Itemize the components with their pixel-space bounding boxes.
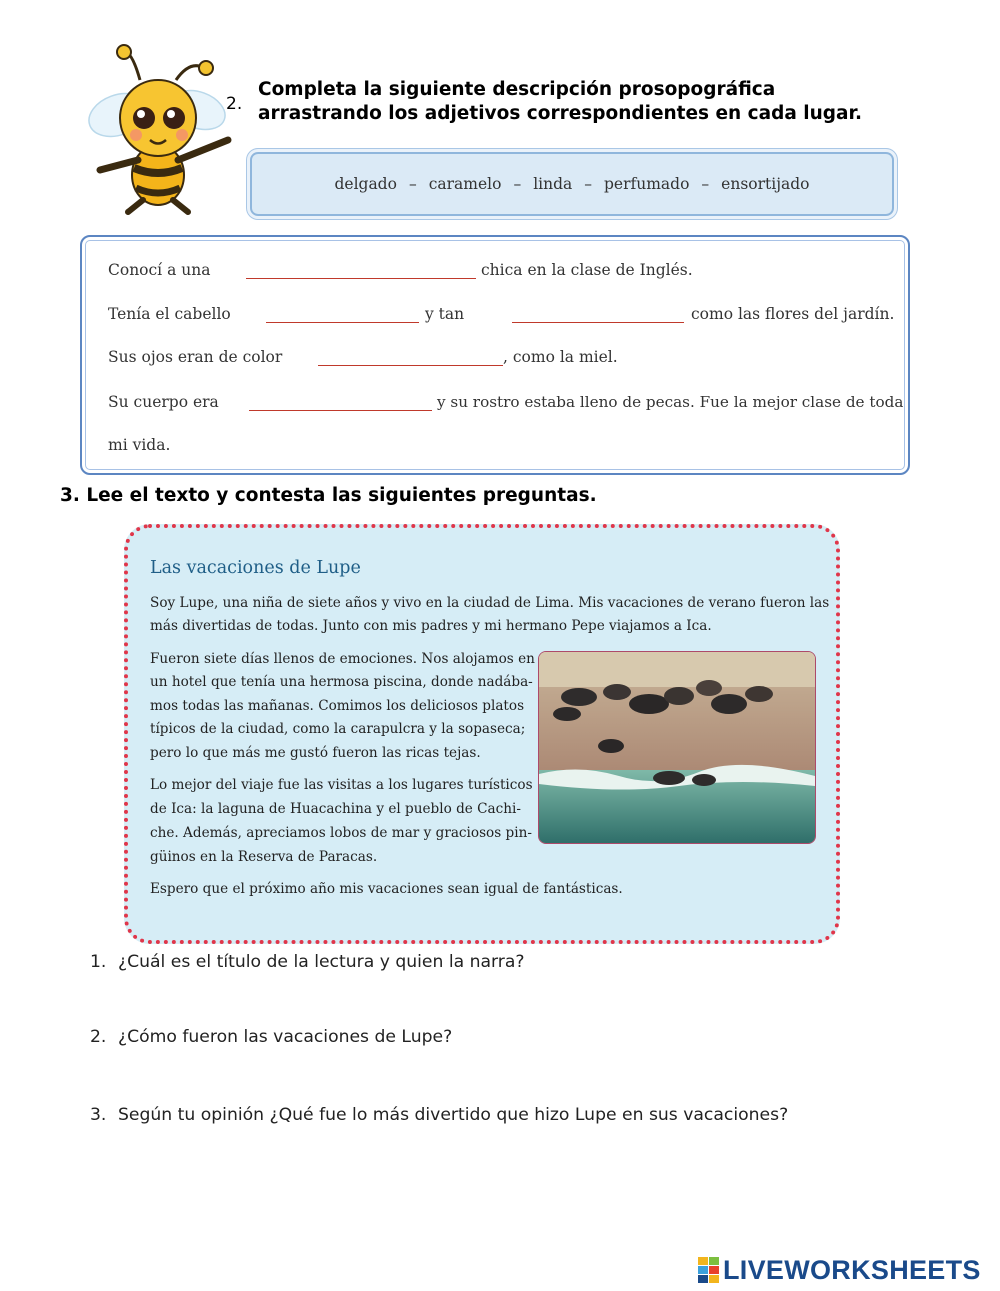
drop-blank[interactable] <box>266 310 419 323</box>
reading-line: un hotel que tenía una hermosa piscina, donde nadába- <box>150 674 533 690</box>
sentence-text: Sus ojos eran de color <box>108 348 283 366</box>
word-chip[interactable]: delgado <box>334 175 397 193</box>
reading-line: che. Además, apreciamos lobos de mar y graciosos pin- <box>150 825 532 841</box>
word-separator: – <box>513 175 522 193</box>
word-chip[interactable]: linda <box>533 175 573 193</box>
logo-blocks-icon <box>698 1257 720 1283</box>
question-text: ¿Cómo fueron las vacaciones de Lupe? <box>118 1027 453 1047</box>
title-line-2: arrastrando los adjetivos correspondientes en cada lugar. <box>258 103 863 124</box>
question-number: 3. <box>90 1105 107 1125</box>
reading-line: pero lo que más me gustó fueron las ricas tejas. <box>150 745 481 761</box>
reading-line: Soy Lupe, una niña de siete años y vivo en la ciudad de Lima. Mis vacaciones de verano fueron las <box>150 595 830 611</box>
sentence-text: Su cuerpo era <box>108 393 219 411</box>
question-item <box>90 1105 788 1125</box>
reading-line: Lo mejor del viaje fue las visitas a los lugares turísticos <box>150 777 533 793</box>
question-text: ¿Cuál es el título de la lectura y quien la narra? <box>118 952 525 972</box>
reading-line: güinos en la Reserva de Paracas. <box>150 849 378 865</box>
reading-line: más divertidas de todas. Junto con mis padres y mi hermano Pepe viajamos a Ica. <box>150 618 712 634</box>
sentence-text: , como la miel. <box>503 348 618 366</box>
question-number: 1. <box>90 952 107 972</box>
section-number: 2. <box>226 94 243 114</box>
sentence-text: Tenía el cabello <box>108 305 231 323</box>
sentence-text: Conocí a una <box>108 261 211 279</box>
liveworksheets-logo <box>698 1253 981 1287</box>
reading-line: Espero que el próximo año mis vacaciones sean igual de fantásticas. <box>150 881 623 897</box>
word-separator: – <box>408 175 417 193</box>
sentence-text: chica en la clase de Inglés. <box>481 261 693 279</box>
reading-line: de Ica: la laguna de Huacachina y el pueblo de Cachi- <box>150 801 521 817</box>
word-bank <box>250 152 894 216</box>
question-number: 2. <box>90 1027 107 1047</box>
drop-blank[interactable] <box>318 353 503 366</box>
section-title <box>258 78 918 126</box>
sentence-text: y su rostro estaba lleno de pecas. Fue la mejor clase de toda <box>437 393 904 411</box>
sentence-text: mi vida. <box>108 436 171 454</box>
reading-line: típicos de la ciudad, como la carapulcra y la sopaseca; <box>150 721 526 737</box>
word-chip[interactable]: caramelo <box>428 175 502 193</box>
word-chip[interactable]: perfumado <box>604 175 690 193</box>
reading-title: Las vacaciones de Lupe <box>150 558 361 578</box>
sea-lions-photo <box>538 651 816 844</box>
reading-line: Fueron siete días llenos de emociones. Nos alojamos en <box>150 651 535 667</box>
section-title: 3. Lee el texto y contesta las siguientes preguntas. <box>60 485 597 506</box>
drop-blank[interactable] <box>512 310 684 323</box>
reading-line: mos todas las mañanas. Comimos los deliciosos platos <box>150 698 525 714</box>
title-line-1: Completa la siguiente descripción prosopográfica <box>258 79 776 100</box>
question-item <box>90 952 525 972</box>
logo-text: LIVEWORKSHEETS <box>723 1254 981 1285</box>
sentence-text: como las flores del jardín. <box>691 305 895 323</box>
word-chip[interactable]: ensortijado <box>721 175 810 193</box>
drop-blank[interactable] <box>249 398 432 411</box>
drop-blank[interactable] <box>246 266 476 279</box>
bee-illustration <box>78 40 238 215</box>
question-text: Según tu opinión ¿Qué fue lo más divertido que hizo Lupe en sus vacaciones? <box>118 1105 789 1125</box>
word-separator: – <box>584 175 592 193</box>
question-item <box>90 1027 452 1047</box>
sentence-text: y tan <box>425 305 465 323</box>
word-separator: – <box>701 175 710 193</box>
